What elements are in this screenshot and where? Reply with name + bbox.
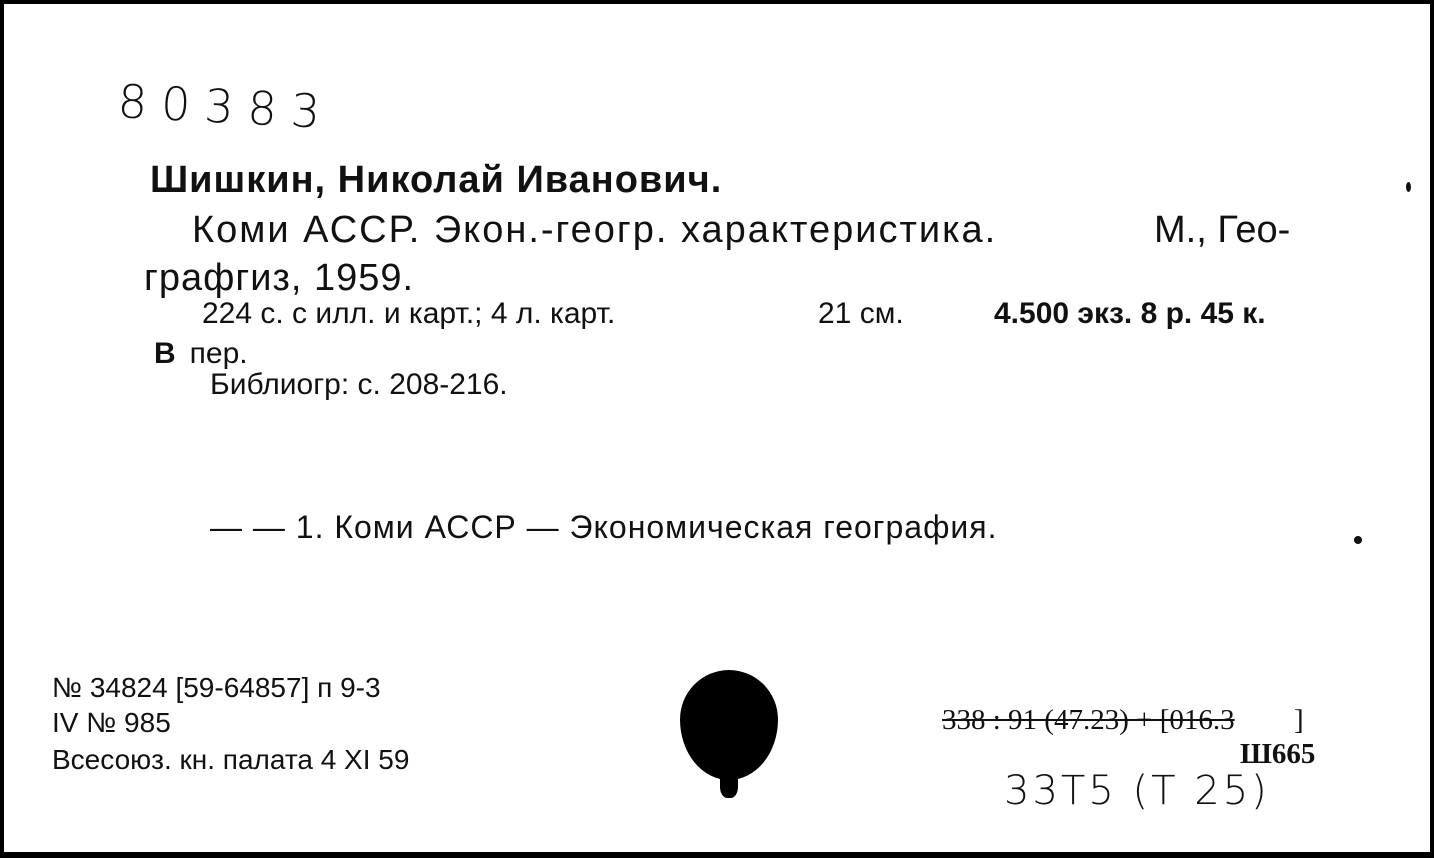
- subject-entry: — — 1. Коми АССР — Экономическая география.: [210, 509, 998, 545]
- stray-mark: [1406, 182, 1411, 192]
- binding-mark: В: [154, 337, 176, 370]
- registration-line-2: IV № 985: [52, 707, 171, 738]
- physical-size: 21 см.: [818, 297, 904, 330]
- physical-pages: 224 с. с илл. и карт.; 4 л. карт.: [202, 297, 616, 330]
- stray-dot: [1354, 536, 1362, 544]
- title-line-1: Коми АССР. Экон.-геогр. характеристика.: [192, 209, 998, 251]
- registration-line-1: № 34824 [59-64857] п 9-3: [52, 672, 381, 703]
- binding-note: [154, 337, 248, 371]
- bibliography-note: Библиогр: с. 208-216.: [210, 368, 508, 401]
- udc-index-crossed: 338 : 91 (47.23) + [016.3: [942, 704, 1235, 736]
- publication-place: М., Гео-: [1154, 209, 1291, 251]
- catalog-card: [4, 4, 1430, 852]
- inventory-number: 80383: [116, 74, 336, 140]
- binding-text: пер.: [189, 337, 248, 370]
- shelf-mark: 33T5 (T 25): [1004, 768, 1270, 814]
- author-mark: Ш665: [1240, 738, 1316, 770]
- author-heading: Шишкин, Николай Иванович.: [150, 159, 723, 201]
- punch-hole: [680, 670, 778, 780]
- udc-index-end: ]: [1294, 704, 1304, 736]
- punch-hole-tail: [720, 770, 738, 798]
- registration-line-3: Всесоюз. кн. палата 4 XI 59: [52, 744, 410, 775]
- copies-price: 4.500 экз. 8 р. 45 к.: [994, 297, 1266, 330]
- title-line-2: графгиз, 1959.: [144, 257, 415, 299]
